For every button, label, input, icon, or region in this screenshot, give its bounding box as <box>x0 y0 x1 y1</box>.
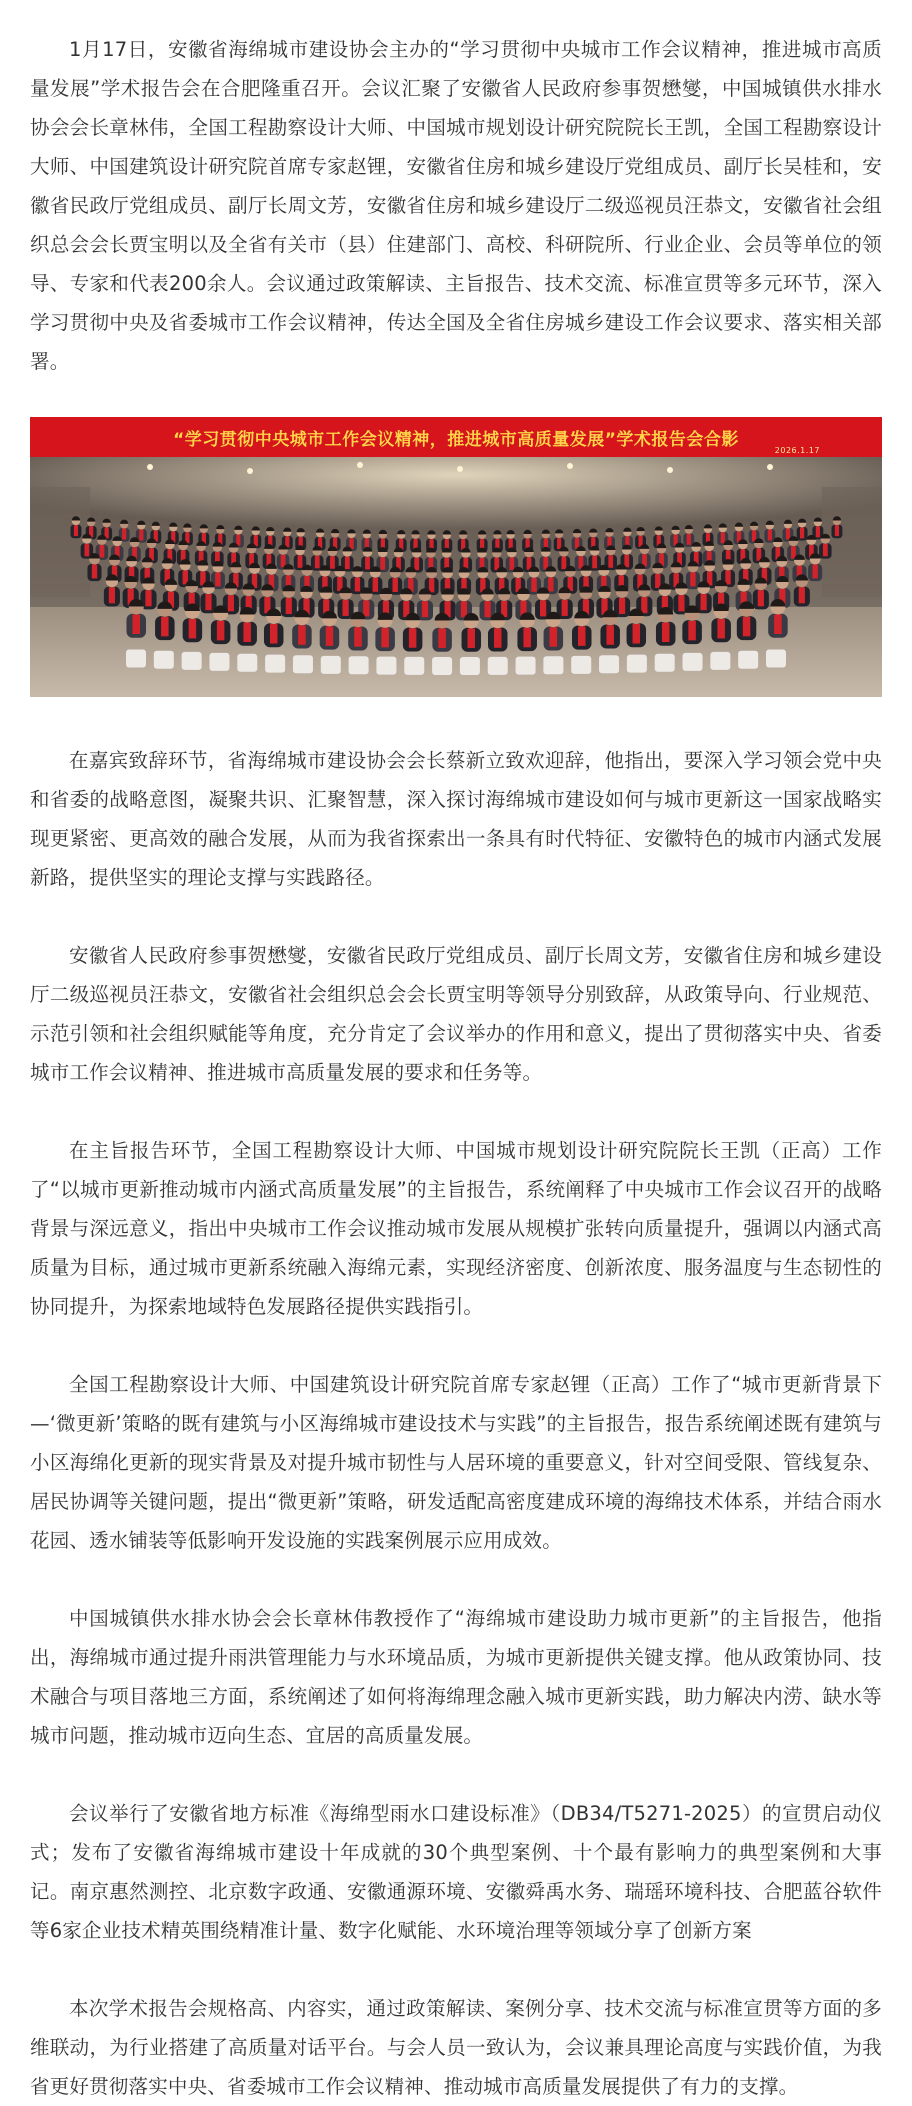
paragraph-keynote-wangkai: 在主旨报告环节，全国工程勘察设计大师、中国城市规划设计研究院院长王凯（正高）工作了“以城市更新推动城市内涵式高质量发展”的主旨报告，系统阐释了中央城市工作会议召开的战略背景与深远意义，指出中央城市工作会议推动城市发展从规模扩张转向质量提升，强调以内涵式高质量为目标，通过城市更新系统融入海绵元素，实现经济密度、创新浓度、服务温度与生态韧性的协同提升，为探索地域特色发展路径提供实践指引。 <box>30 1139 882 1318</box>
paragraph-intro: 1月17日，安徽省海绵城市建设协会主办的“学习贯彻中央城市工作会议精神，推进城市高质量发展”学术报告会在合肥隆重召开。会议汇聚了安徽省人民政府参事贺懋燮，中国城镇供水排水协会会长章林伟，全国工程勘察设计大师、中国城市规划设计研究院院长王凯，全国工程勘察设计大师、中国建筑设计研究院首席专家赵锂，安徽省住房和城乡建设厅党组成员、副厅长吴桂和，安徽省民政厅党组成员、副厅长周文芳，安徽省住房和城乡建设厅二级巡视员汪恭文，安徽省社会组织总会会长贾宝明以及全省有关市（县）住建部门、高校、科研院所、行业企业、会员等单位的领导、专家和代表200余人。会议通过政策解读、主旨报告、技术交流、标准宣贯等多元环节，深入学习贯彻中央及省委城市工作会议精神，传达全国及全省住房城乡建设工作会议要求、落实相关部署。 <box>30 38 882 373</box>
group-photo <box>30 417 882 697</box>
paragraph-keynote-zhanglinwei: 中国城镇供水排水协会会长章林伟教授作了“海绵城市建设助力城市更新”的主旨报告，他指出，海绵城市通过提升雨洪管理能力与水环境品质，为城市更新提供关键支撑。他从政策协同、技术融合与项目落地三方面，系统阐述了如何将海绵理念融入城市更新实践，助力解决内涝、缺水等城市问题，推动城市迈向生态、宜居的高质量发展。 <box>30 1607 882 1747</box>
photo-banner <box>30 417 882 457</box>
article-body <box>30 30 882 2106</box>
group-photo-image <box>30 457 882 697</box>
paragraph-conclusion: 本次学术报告会规格高、内容实，通过政策解读、案例分享、技术交流与标准宣贯等方面的多维联动，为行业搭建了高质量对话平台。与会人员一致认为，会议兼具理论高度与实践价值，为我省更好贯彻落实中央、省委城市工作会议精神、推动城市高质量发展提供了有力的支撑。 <box>30 1997 882 2098</box>
paragraph-standard-launch: 会议举行了安徽省地方标准《海绵型雨水口建设标准》（DB34/T5271-2025）的宣贯启动仪式；发布了安徽省海绵城市建设十年成就的30个典型案例、十个最有影响力的典型案例和大事记。南京惠然测控、北京数字政通、安徽通源环境、安徽舜禹水务、瑞瑶环境科技、合肥蓝谷软件等6家企业技术精英围绕精准计量、数字化赋能、水环境治理等领域分享了创新方案 <box>30 1802 882 1942</box>
paragraph-keynote-zhaoli: 全国工程勘察设计大师、中国建筑设计研究院首席专家赵锂（正高）工作了“城市更新背景下—‘微更新’策略的既有建筑与小区海绵城市建设技术与实践”的主旨报告，报告系统阐述既有建筑与小区海绵化更新的现实背景及对提升城市韧性与人居环境的重要意义，针对空间受限、管线复杂、居民协调等关键问题，提出“微更新”策略，研发适配高密度建成环境的海绵技术体系，并结合雨水花园、透水铺装等低影响开发设施的实践案例展示应用成效。 <box>30 1373 882 1552</box>
paragraph-leaders: 安徽省人民政府参事贺懋燮，安徽省民政厅党组成员、副厅长周文芳，安徽省住房和城乡建设厅二级巡视员汪恭文，安徽省社会组织总会会长贾宝明等领导分别致辞，从政策导向、行业规范、示范引领和社会组织赋能等角度，充分肯定了会议举办的作用和意义，提出了贯彻落实中央、省委城市工作会议精神、推进城市高质量发展的要求和任务等。 <box>30 944 882 1084</box>
photo-banner-title: “学习贯彻中央城市工作会议精神，推进城市高质量发展”学术报告会合影 <box>173 429 739 450</box>
paragraph-welcome: 在嘉宾致辞环节，省海绵城市建设协会会长蔡新立致欢迎辞，他指出，要深入学习领会党中央和省委的战略意图，凝聚共识、汇聚智慧，深入探讨海绵城市建设如何与城市更新这一国家战略实现更紧密、更高效的融合发展，从而为我省探索出一条具有时代特征、安徽特色的城市内涵式发展新路，提供坚实的理论支撑与实践路径。 <box>30 749 882 889</box>
photo-banner-date: 2026.1.17 <box>774 446 820 455</box>
